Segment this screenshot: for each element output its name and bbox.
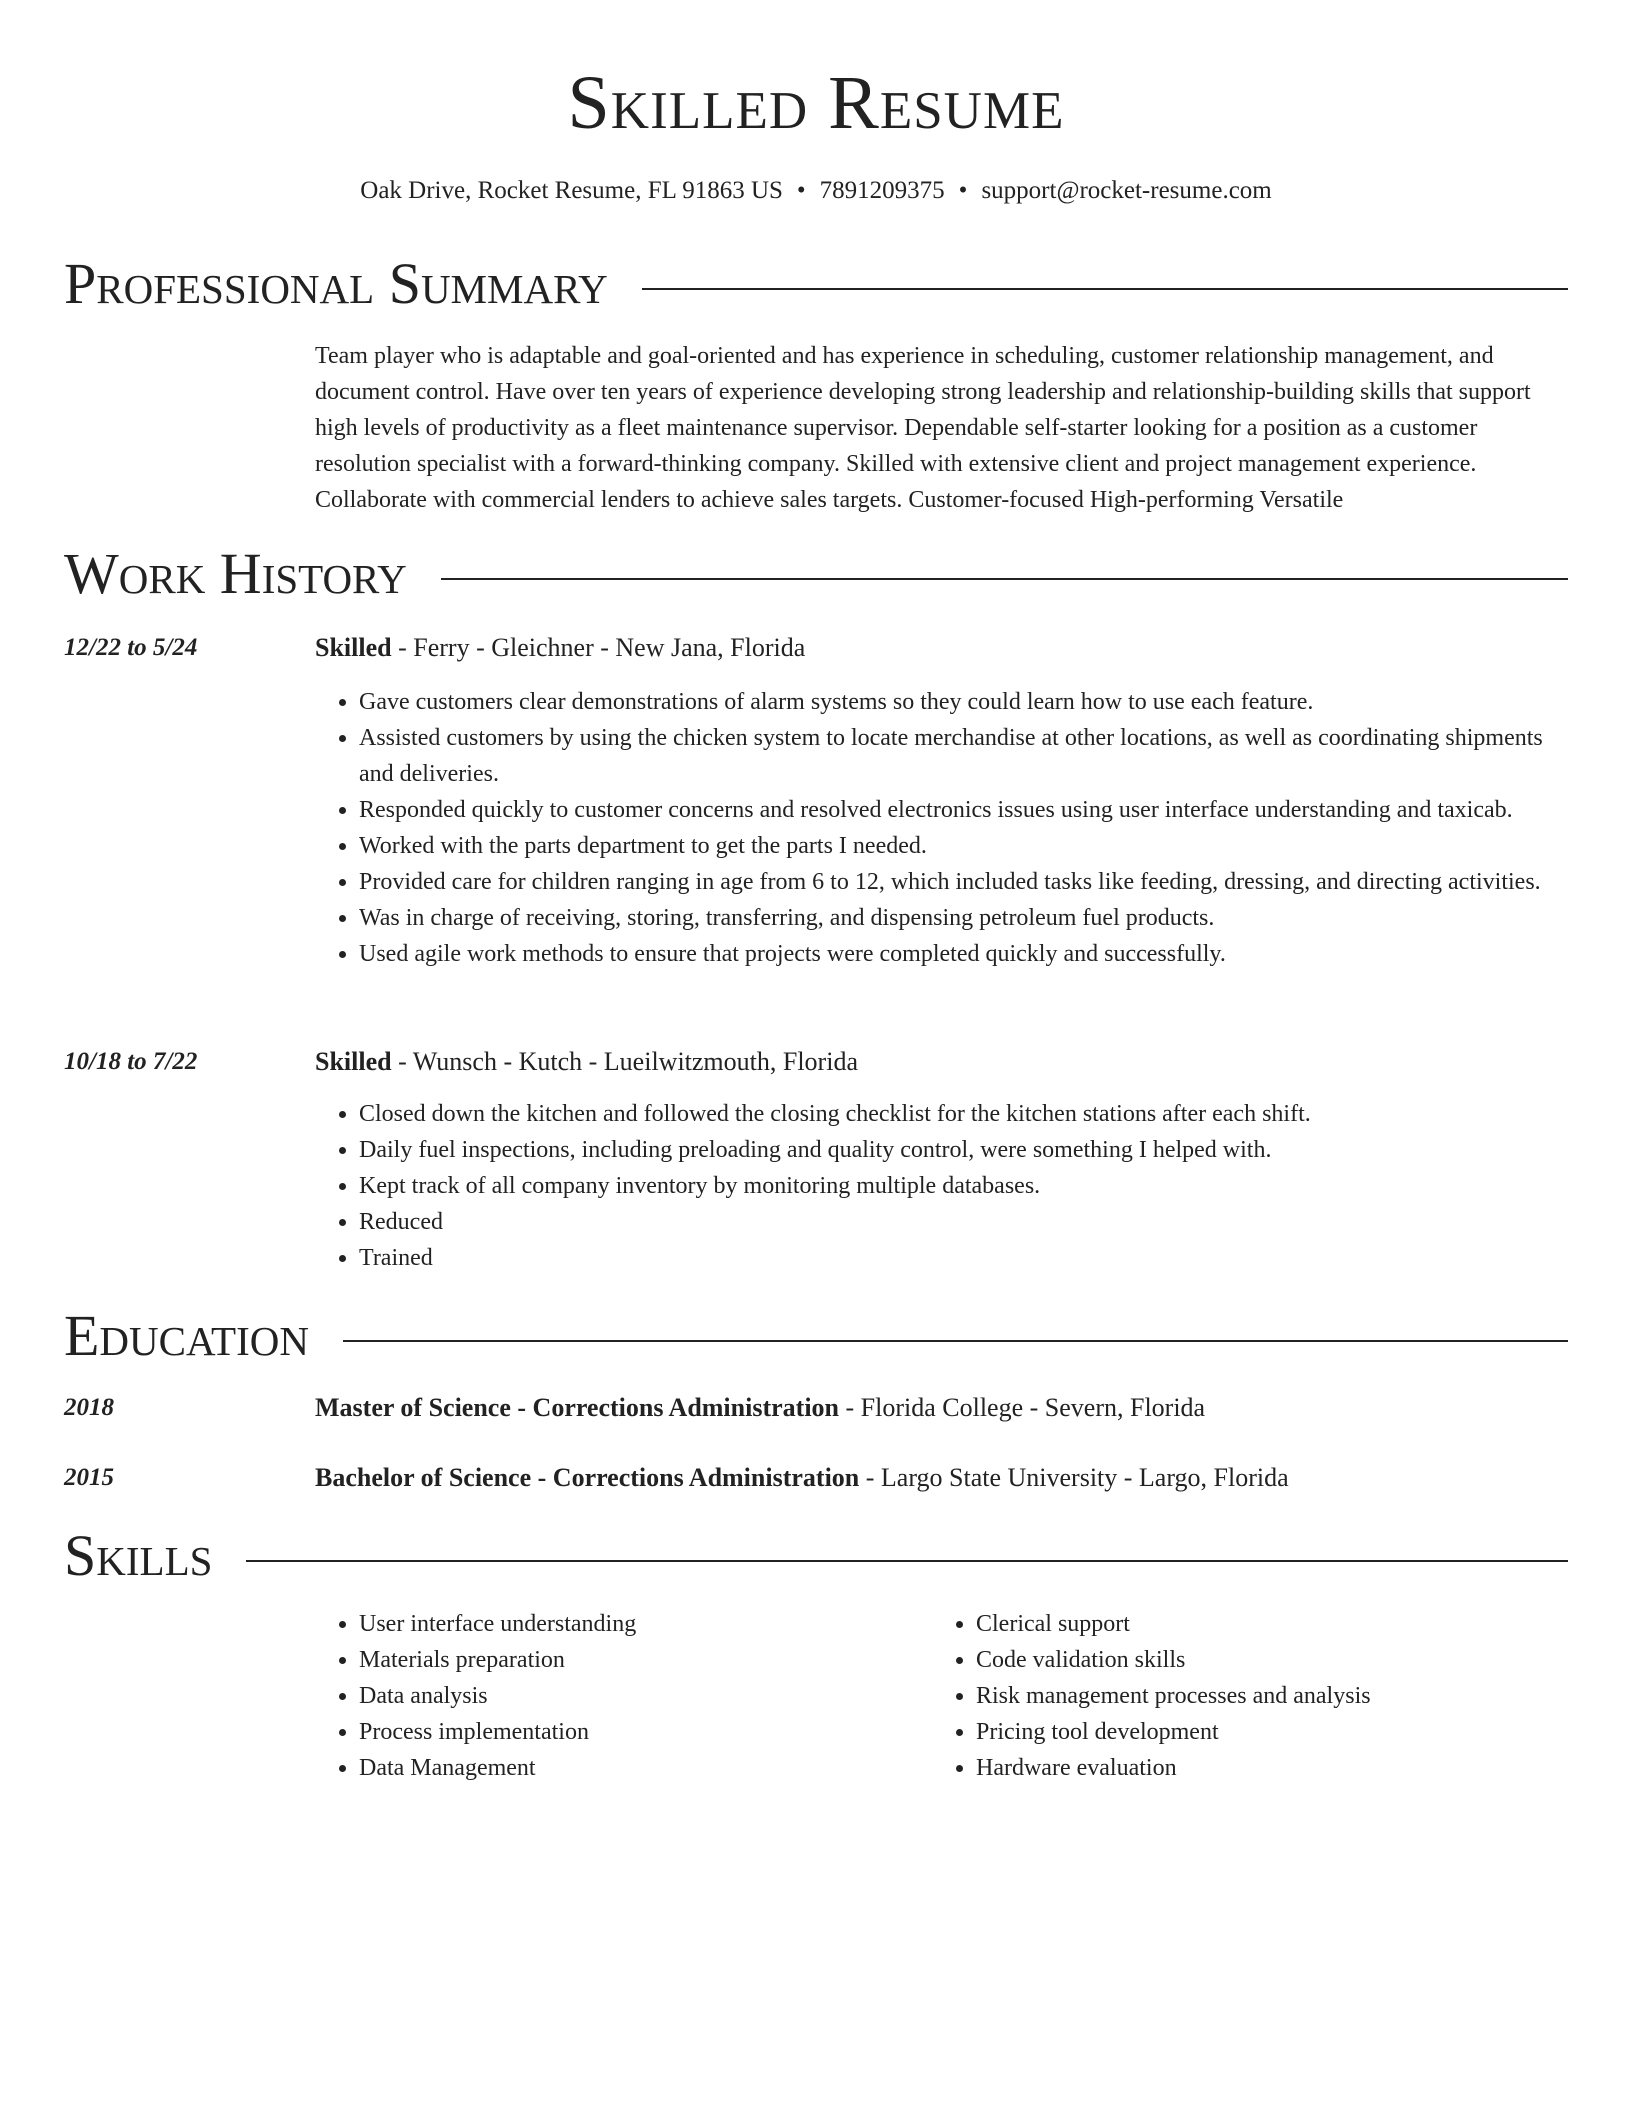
duty-item: • Responded quickly to customer concerns and resolved electronics issues using user interface understanding and taxicab. bbox=[359, 792, 1569, 828]
duty-item: • Was in charge of receiving, storing, transferring, and dispensing petroleum fuel products. bbox=[359, 900, 1569, 936]
job-dates: 12/22 to 5/24 bbox=[64, 634, 198, 661]
duty-item: • Closed down the kitchen and followed the closing checklist for the kitchen stations after each shift. bbox=[359, 1096, 1569, 1132]
duty-item: • Used agile work methods to ensure that projects were completed quickly and successfully. bbox=[359, 936, 1569, 972]
job-title: Skilled bbox=[315, 633, 392, 662]
education-entry-1 bbox=[64, 1390, 1568, 1426]
skill-item: • Data Management bbox=[359, 1750, 919, 1786]
section-title-skills: Skills bbox=[64, 1526, 246, 1586]
duty-item: • Kept track of all company inventory by monitoring multiple databases. bbox=[359, 1168, 1569, 1204]
skill-item: • User interface understanding bbox=[359, 1606, 919, 1642]
school-details: - Florida College - Severn, Florida bbox=[839, 1393, 1206, 1422]
education-year: 2018 bbox=[64, 1394, 114, 1421]
skill-item: • Process implementation bbox=[359, 1714, 919, 1750]
skill-item: • Hardware evaluation bbox=[976, 1750, 1596, 1786]
section-divider bbox=[64, 1560, 1568, 1562]
skill-item: • Materials preparation bbox=[359, 1642, 919, 1678]
section-header-summary bbox=[64, 251, 1568, 316]
skills-list-left bbox=[315, 1606, 919, 1786]
duty-item: • Reduced bbox=[359, 1204, 1569, 1240]
contact-line bbox=[0, 174, 1632, 208]
degree-name: Bachelor of Science - Corrections Administration bbox=[315, 1463, 860, 1492]
duty-item: • Trained bbox=[359, 1240, 1569, 1276]
skill-item: • Clerical support bbox=[976, 1606, 1596, 1642]
contact-email: support@rocket-resume.com bbox=[981, 177, 1272, 204]
degree-name: Master of Science - Corrections Administration bbox=[315, 1393, 839, 1422]
skill-item: • Data analysis bbox=[359, 1678, 919, 1714]
school-details: - Largo State University - Largo, Florida bbox=[859, 1463, 1289, 1492]
skill-item: • Risk management processes and analysis bbox=[976, 1678, 1596, 1714]
contact-separator: • bbox=[796, 177, 806, 204]
job-2-duties bbox=[315, 1096, 1569, 1276]
section-title-education: Education bbox=[64, 1306, 343, 1366]
section-header-work-history bbox=[64, 541, 1568, 606]
education-entry-2 bbox=[64, 1460, 1568, 1496]
section-header-education bbox=[64, 1303, 1568, 1368]
job-1-duties bbox=[315, 684, 1569, 972]
duty-item: • Gave customers clear demonstrations of alarm systems so they could learn how to use each feature. bbox=[359, 684, 1569, 720]
job-title: Skilled bbox=[315, 1047, 392, 1076]
job-entry-2 bbox=[64, 1044, 1568, 1080]
job-entry-1 bbox=[64, 630, 1568, 666]
job-title-line bbox=[315, 630, 1568, 666]
skill-item: • Pricing tool development bbox=[976, 1714, 1596, 1750]
section-header-skills bbox=[64, 1523, 1568, 1588]
section-title-summary: Professional Summary bbox=[64, 254, 642, 314]
duty-item: • Assisted customers by using the chicken system to locate merchandise at other locations, as well as coordinating shipments and deliveries. bbox=[359, 720, 1569, 792]
job-dates: 10/18 to 7/22 bbox=[64, 1048, 198, 1075]
section-title-work-history: Work History bbox=[64, 544, 441, 604]
education-line bbox=[315, 1390, 1568, 1426]
summary-text: Team player who is adaptable and goal-oriented and has experience in scheduling, customer relationship management, and document control. Have over ten years of experience developing strong leadership and relationship-building skills that support high levels of productivity as a fleet maintenance supervisor. Dependable self-starter looking for a position as a customer resolution specialist with a forward-thinking company. Skilled with extensive client and project management experience. Collaborate with commercial lenders to achieve sales targets. Customer-focused High-performing Versatile bbox=[315, 343, 1531, 513]
job-title-line bbox=[315, 1044, 1568, 1080]
candidate-name: Skilled Resume bbox=[567, 61, 1065, 145]
education-line bbox=[315, 1460, 1568, 1496]
job-employer: - Ferry - Gleichner - New Jana, Florida bbox=[391, 633, 806, 662]
duty-item: • Worked with the parts department to get the parts I needed. bbox=[359, 828, 1569, 864]
skill-item: • Code validation skills bbox=[976, 1642, 1596, 1678]
duty-item: • Provided care for children ranging in age from 6 to 12, which included tasks like feeding, dressing, and directing activities. bbox=[359, 864, 1569, 900]
job-employer: - Wunsch - Kutch - Lueilwitzmouth, Florida bbox=[391, 1047, 858, 1076]
skills-list-right bbox=[932, 1606, 1596, 1786]
duty-item: • Daily fuel inspections, including preloading and quality control, were something I helped with. bbox=[359, 1132, 1569, 1168]
contact-separator: • bbox=[958, 177, 968, 204]
education-year: 2015 bbox=[64, 1464, 114, 1491]
contact-phone: 7891209375 bbox=[819, 177, 945, 204]
contact-address: Oak Drive, Rocket Resume, FL 91863 US bbox=[360, 177, 783, 204]
